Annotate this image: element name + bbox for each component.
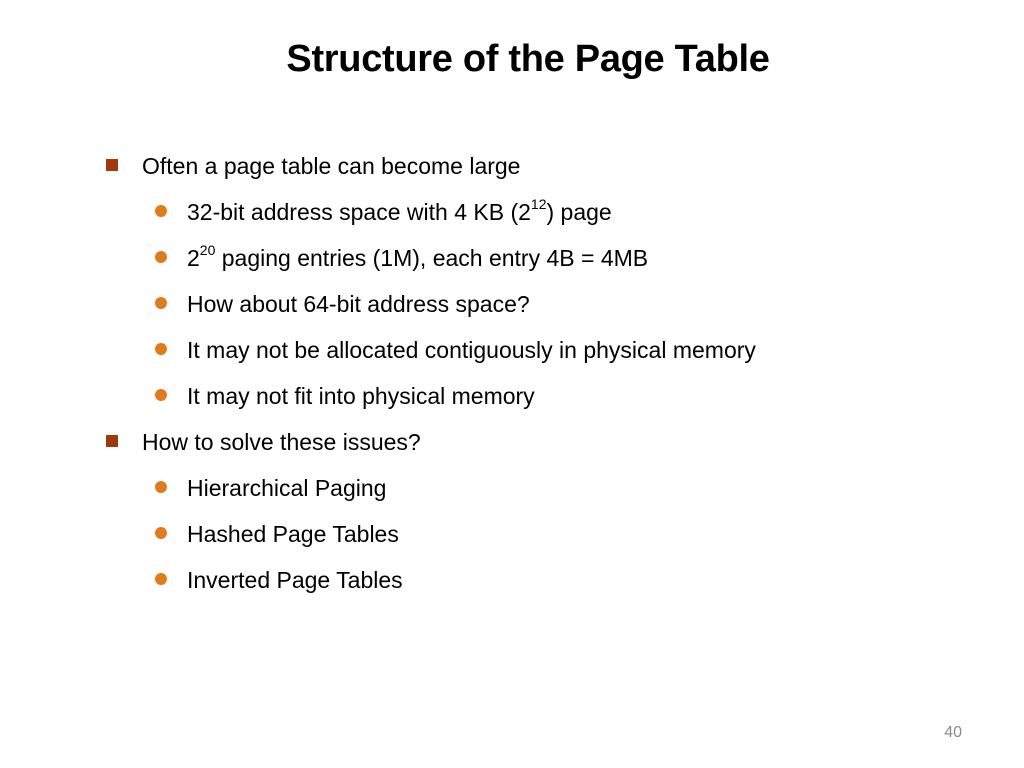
bullet-text: It may not be allocated contiguously in physical memory xyxy=(187,337,756,363)
bullet-text-pre: 32-bit address space with 4 KB (2 xyxy=(187,199,531,225)
sub-bullet-item-hierarchical xyxy=(0,470,1024,516)
bullet-text: Hierarchical Paging xyxy=(187,475,387,501)
dot-bullet-icon xyxy=(155,205,167,217)
dot-bullet-icon xyxy=(155,527,167,539)
bullet-text: Inverted Page Tables xyxy=(187,567,403,593)
sub-bullet-item-64bit xyxy=(0,286,1024,332)
bullet-text-post: ) page xyxy=(546,199,612,225)
bullet-text-post: paging entries (1M), each entry 4B = 4MB xyxy=(215,245,649,271)
square-bullet-icon xyxy=(106,435,118,447)
superscript-exponent: 12 xyxy=(530,196,547,213)
sub-bullet-item-paging-entries xyxy=(0,240,1024,286)
bullet-item-solve-issues xyxy=(0,424,1024,470)
sub-bullet-item-inverted xyxy=(0,562,1024,608)
bullet-text: Hashed Page Tables xyxy=(187,521,399,547)
bullet-text: How to solve these issues? xyxy=(142,429,421,455)
bullet-text: Often a page table can become large xyxy=(142,153,521,179)
bullet-list xyxy=(0,148,1024,608)
square-bullet-icon xyxy=(106,159,118,171)
page-number: 40 xyxy=(944,724,962,741)
dot-bullet-icon xyxy=(155,389,167,401)
bullet-text: It may not fit into physical memory xyxy=(187,383,535,409)
sub-bullet-item-hashed xyxy=(0,516,1024,562)
sub-bullet-item-not-fit xyxy=(0,378,1024,424)
dot-bullet-icon xyxy=(155,343,167,355)
bullet-text: How about 64-bit address space? xyxy=(187,291,530,317)
superscript-exponent: 20 xyxy=(199,242,216,259)
sub-bullet-item-contiguous xyxy=(0,332,1024,378)
bullet-item-page-table-large xyxy=(0,148,1024,194)
sub-bullet-item-32bit xyxy=(0,194,1024,240)
dot-bullet-icon xyxy=(155,251,167,263)
bullet-text-pre: 2 xyxy=(187,245,200,271)
dot-bullet-icon xyxy=(155,573,167,585)
dot-bullet-icon xyxy=(155,297,167,309)
slide-title: Structure of the Page Table xyxy=(286,38,770,80)
dot-bullet-icon xyxy=(155,481,167,493)
